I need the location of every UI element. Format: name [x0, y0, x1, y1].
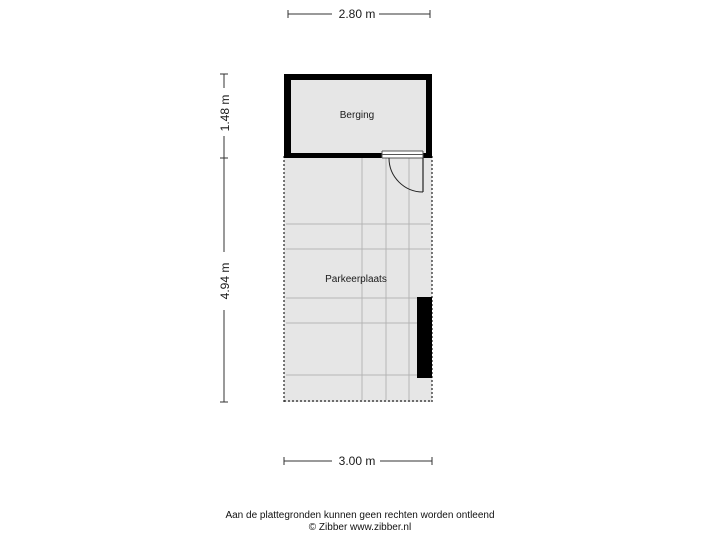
dimension-lower-label: 4.94 m [218, 262, 232, 300]
storage-room [284, 74, 432, 158]
parking-area [284, 156, 432, 402]
dimension-bottom [284, 454, 432, 468]
footer-copyright: © Zibber www.zibber.nl [308, 522, 412, 533]
parking-label: Parkeerplaats [325, 274, 387, 285]
dimension-bottom-label: 3.00 m [338, 454, 376, 468]
dimension-top [288, 7, 430, 21]
dimension-top-label: 2.80 m [338, 7, 376, 21]
storage-label: Berging [339, 110, 375, 121]
footer-disclaimer: Aan de plattegronden kunnen geen rechten worden ontleend [225, 510, 495, 521]
dimension-left [218, 74, 232, 402]
dimension-upper-label: 1.48 m [218, 94, 232, 132]
